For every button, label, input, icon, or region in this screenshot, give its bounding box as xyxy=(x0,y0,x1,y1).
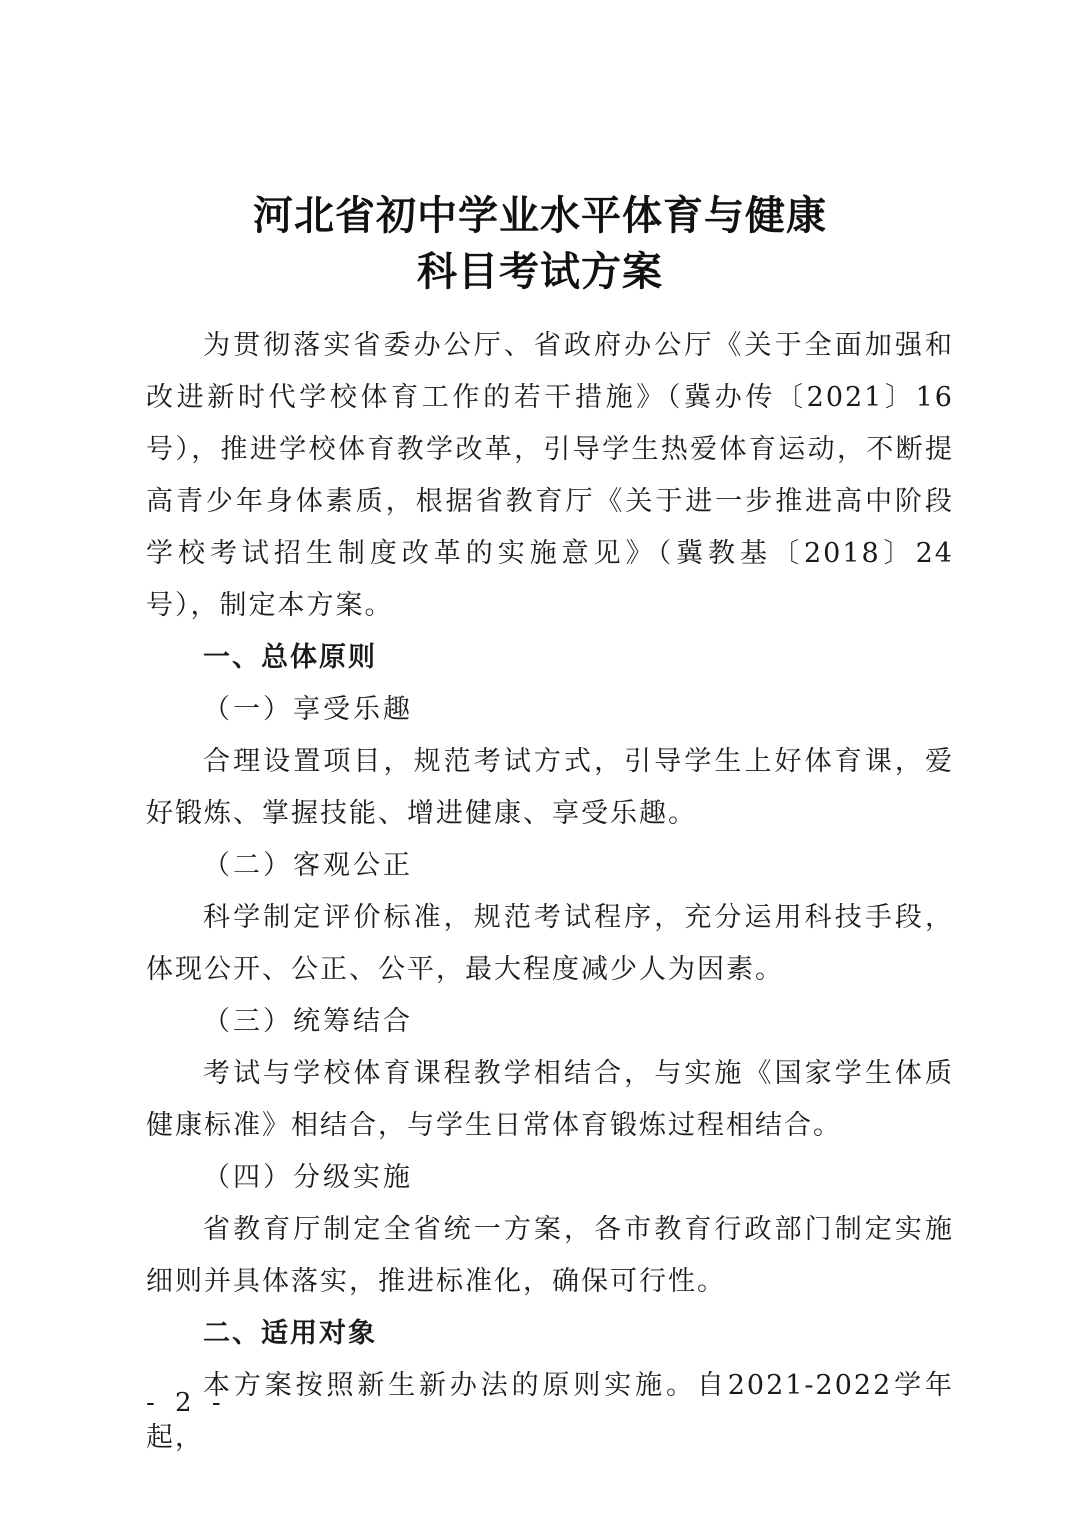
page-number: - 2 - xyxy=(146,1388,227,1418)
paragraph-enjoy-fun: 合理设置项目，规范考试方式，引导学生上好体育课，爱好锻炼、掌握技能、增进健康、享受乐趣。 xyxy=(146,746,954,829)
document-body xyxy=(146,320,954,1464)
document-title-line2: 科目考试方案 xyxy=(417,248,663,295)
document-title-line1: 河北省初中学业水平体育与健康 xyxy=(253,192,827,239)
paragraph-coordinated: 考试与学校体育课程教学相结合，与实施《国家学生体质健康标准》相结合，与学生日常体育锻炼过程相结合。 xyxy=(146,1058,954,1141)
paragraph-graded-implementation: 省教育厅制定全省统一方案，各市教育行政部门制定实施细则并具体落实，推进标准化，确保可行性。 xyxy=(146,1214,954,1297)
paragraph-applicable-targets: 本方案按照新生新办法的原则实施。自2021-2022学年起， xyxy=(146,1370,954,1453)
subheading-coordinated: （三）统筹结合 xyxy=(203,1006,413,1037)
intro-paragraph: 为贯彻落实省委办公厅、省政府办公厅《关于全面加强和改进新时代学校体育工作的若干措施》（冀办传〔2021〕16号），推进学校体育教学改革，引导学生热爱体育运动，不断提高青少年身体素质，根据省教育厅《关于进一步推进高中阶段学校考试招生制度改革的实施意见》（冀教基〔2018〕24号），制定本方案。 xyxy=(146,330,954,621)
subheading-graded-implementation: （四）分级实施 xyxy=(203,1162,413,1193)
paragraph-objective-fair: 科学制定评价标准，规范考试程序，充分运用科技手段，体现公开、公正、公平，最大程度减少人为因素。 xyxy=(146,902,954,985)
section-heading-applicable-targets: 二、适用对象 xyxy=(203,1318,377,1349)
subheading-enjoy-fun: （一）享受乐趣 xyxy=(203,694,413,725)
subheading-objective-fair: （二）客观公正 xyxy=(203,850,413,881)
section-heading-principles: 一、总体原则 xyxy=(203,642,377,673)
